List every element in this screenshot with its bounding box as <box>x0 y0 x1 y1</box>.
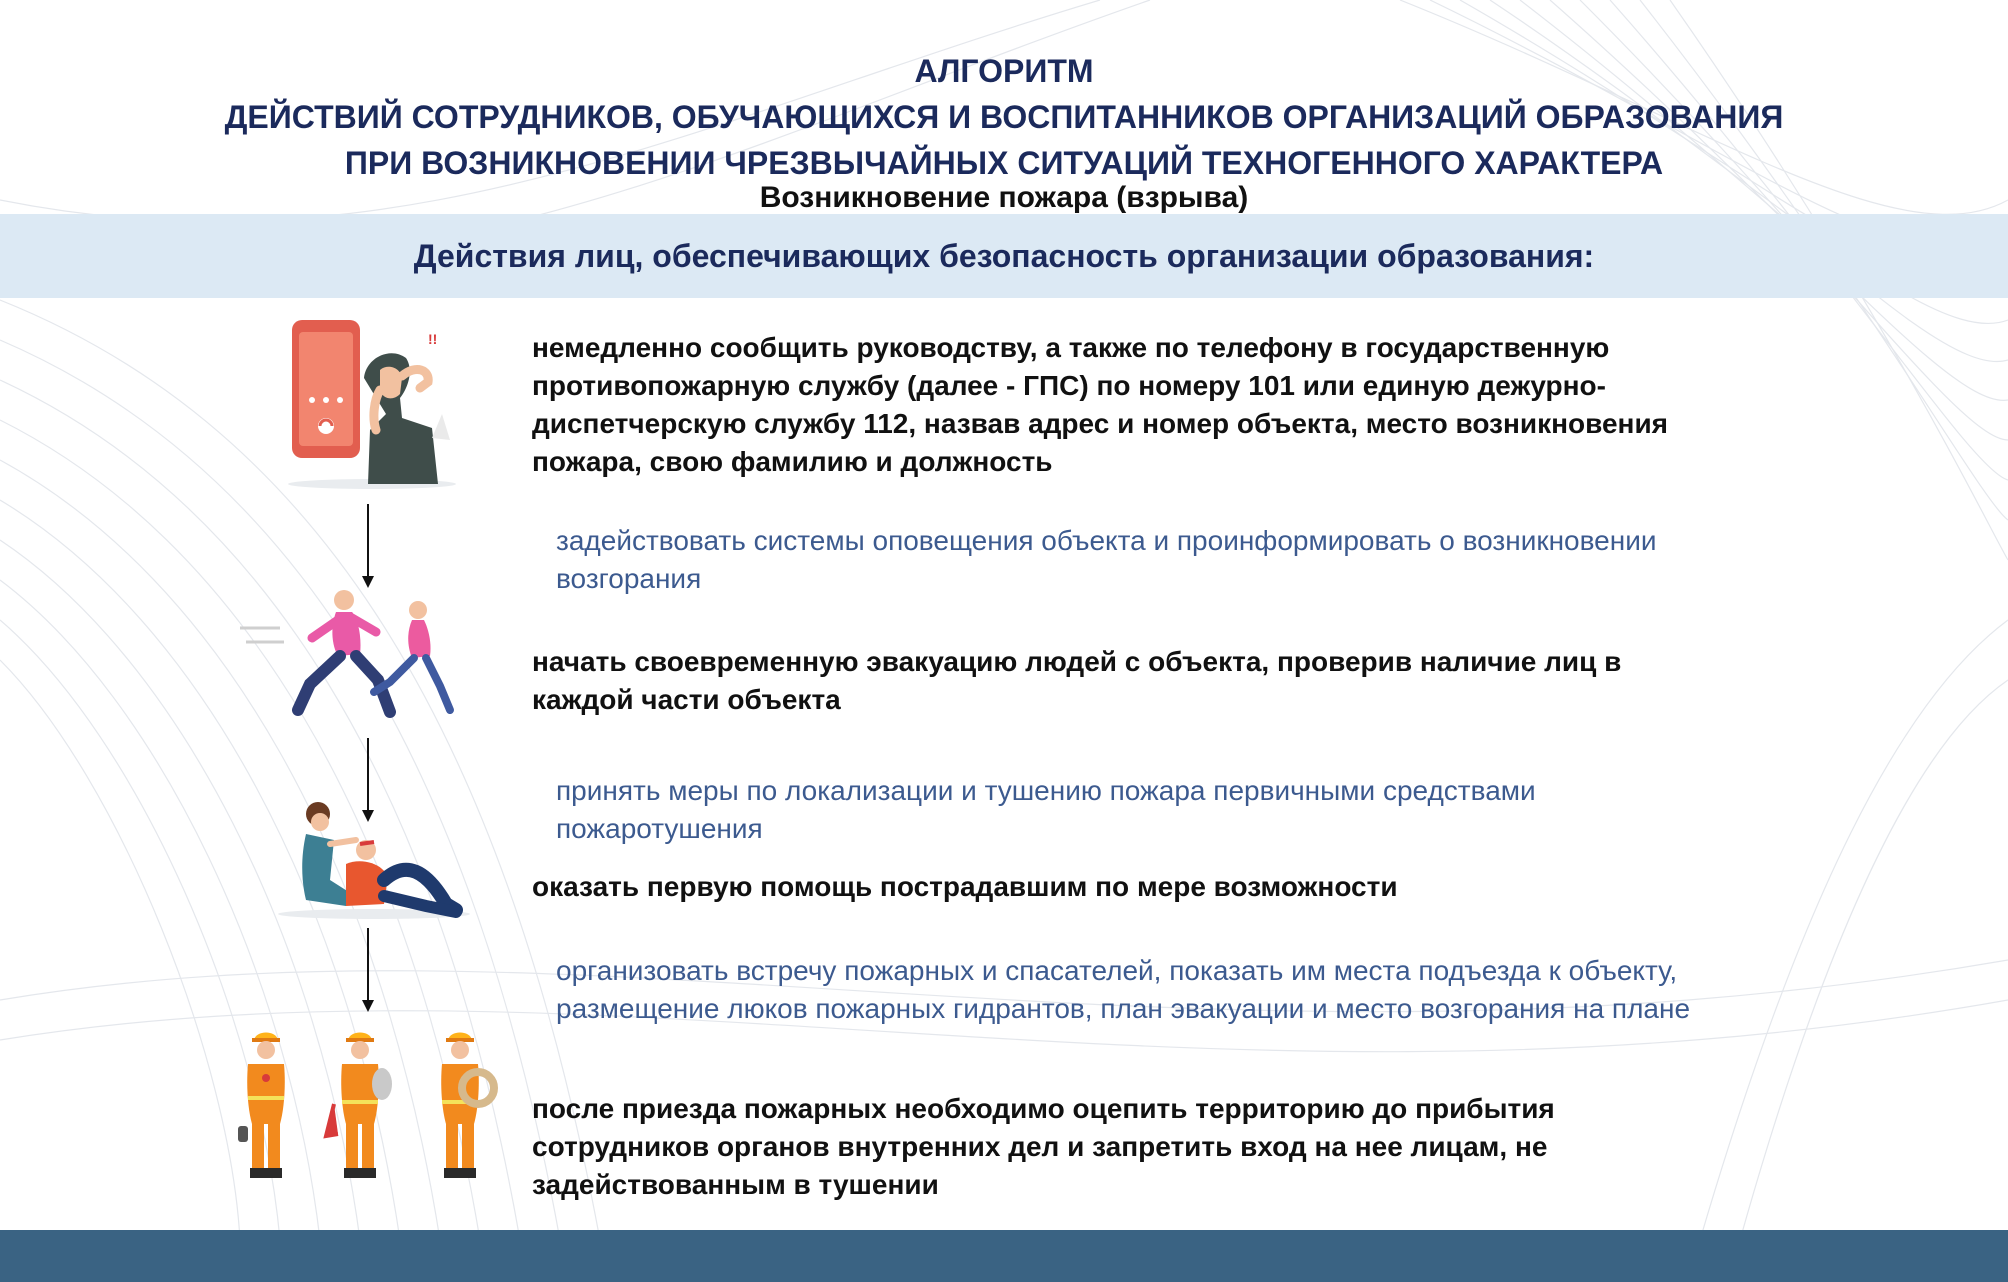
footer-bar <box>0 1230 2008 1282</box>
step-4-main: после приезда пожарных необходимо оцепить территорию до прибытия сотрудников органов внутренних дел и запретить вход на нее лицам, не задействованным в тушении <box>532 1093 1555 1200</box>
step-3-main: оказать первую помощь пострадавшим по мере возможности <box>532 871 1398 902</box>
step-3-sub: организовать встречу пожарных и спасателей, показать им места подъезда к объекту, размещение люков пожарных гидрантов, план эвакуации и место возгорания на плане <box>556 955 1691 1024</box>
title-line-1: АЛГОРИТМ <box>914 53 1094 89</box>
title-line-2: ДЕЙСТВИЙ СОТРУДНИКОВ, ОБУЧАЮЩИХСЯ И ВОСПИТАННИКОВ ОРГАНИЗАЦИЙ ОБРАЗОВАНИЯ <box>224 99 1784 135</box>
arrow-down-icon <box>360 928 376 1014</box>
step-2-main: начать своевременную эвакуацию людей с объекта, проверив наличие лиц в каждой части объекта <box>532 646 1622 715</box>
svg-text:!!: !! <box>428 331 438 347</box>
first-aid-icon <box>276 800 472 920</box>
step-2-sub: принять меры по локализации и тушению пожара первичными средствами пожаротушения <box>556 775 1536 844</box>
firefighters-icon <box>234 1026 504 1192</box>
title-line-3: ПРИ ВОЗНИКНОВЕНИИ ЧРЕЗВЫЧАЙНЫХ СИТУАЦИЙ ТЕХНОГЕННОГО ХАРАКТЕРА <box>344 145 1664 181</box>
arrow-down-icon <box>360 504 376 590</box>
section-band-text: Действия лиц, обеспечивающих безопасность организации образования: <box>413 238 1595 274</box>
step-1-sub: задействовать системы оповещения объекта и проинформировать о возникновении возгорания <box>556 525 1657 594</box>
phone-call-icon <box>282 318 458 490</box>
running-people-icon <box>240 588 464 720</box>
step-1-main: немедленно сообщить руководству, а также по телефону в государственную противопожарную службу (далее - ГПС) по номеру 101 или единую дежурно-диспетчерскую службу 112, назвав адрес и номер объекта, место возникновения пожара, свою фамилию и должность <box>532 332 1669 477</box>
subtitle: Возникновение пожара (взрыва) <box>759 181 1249 214</box>
